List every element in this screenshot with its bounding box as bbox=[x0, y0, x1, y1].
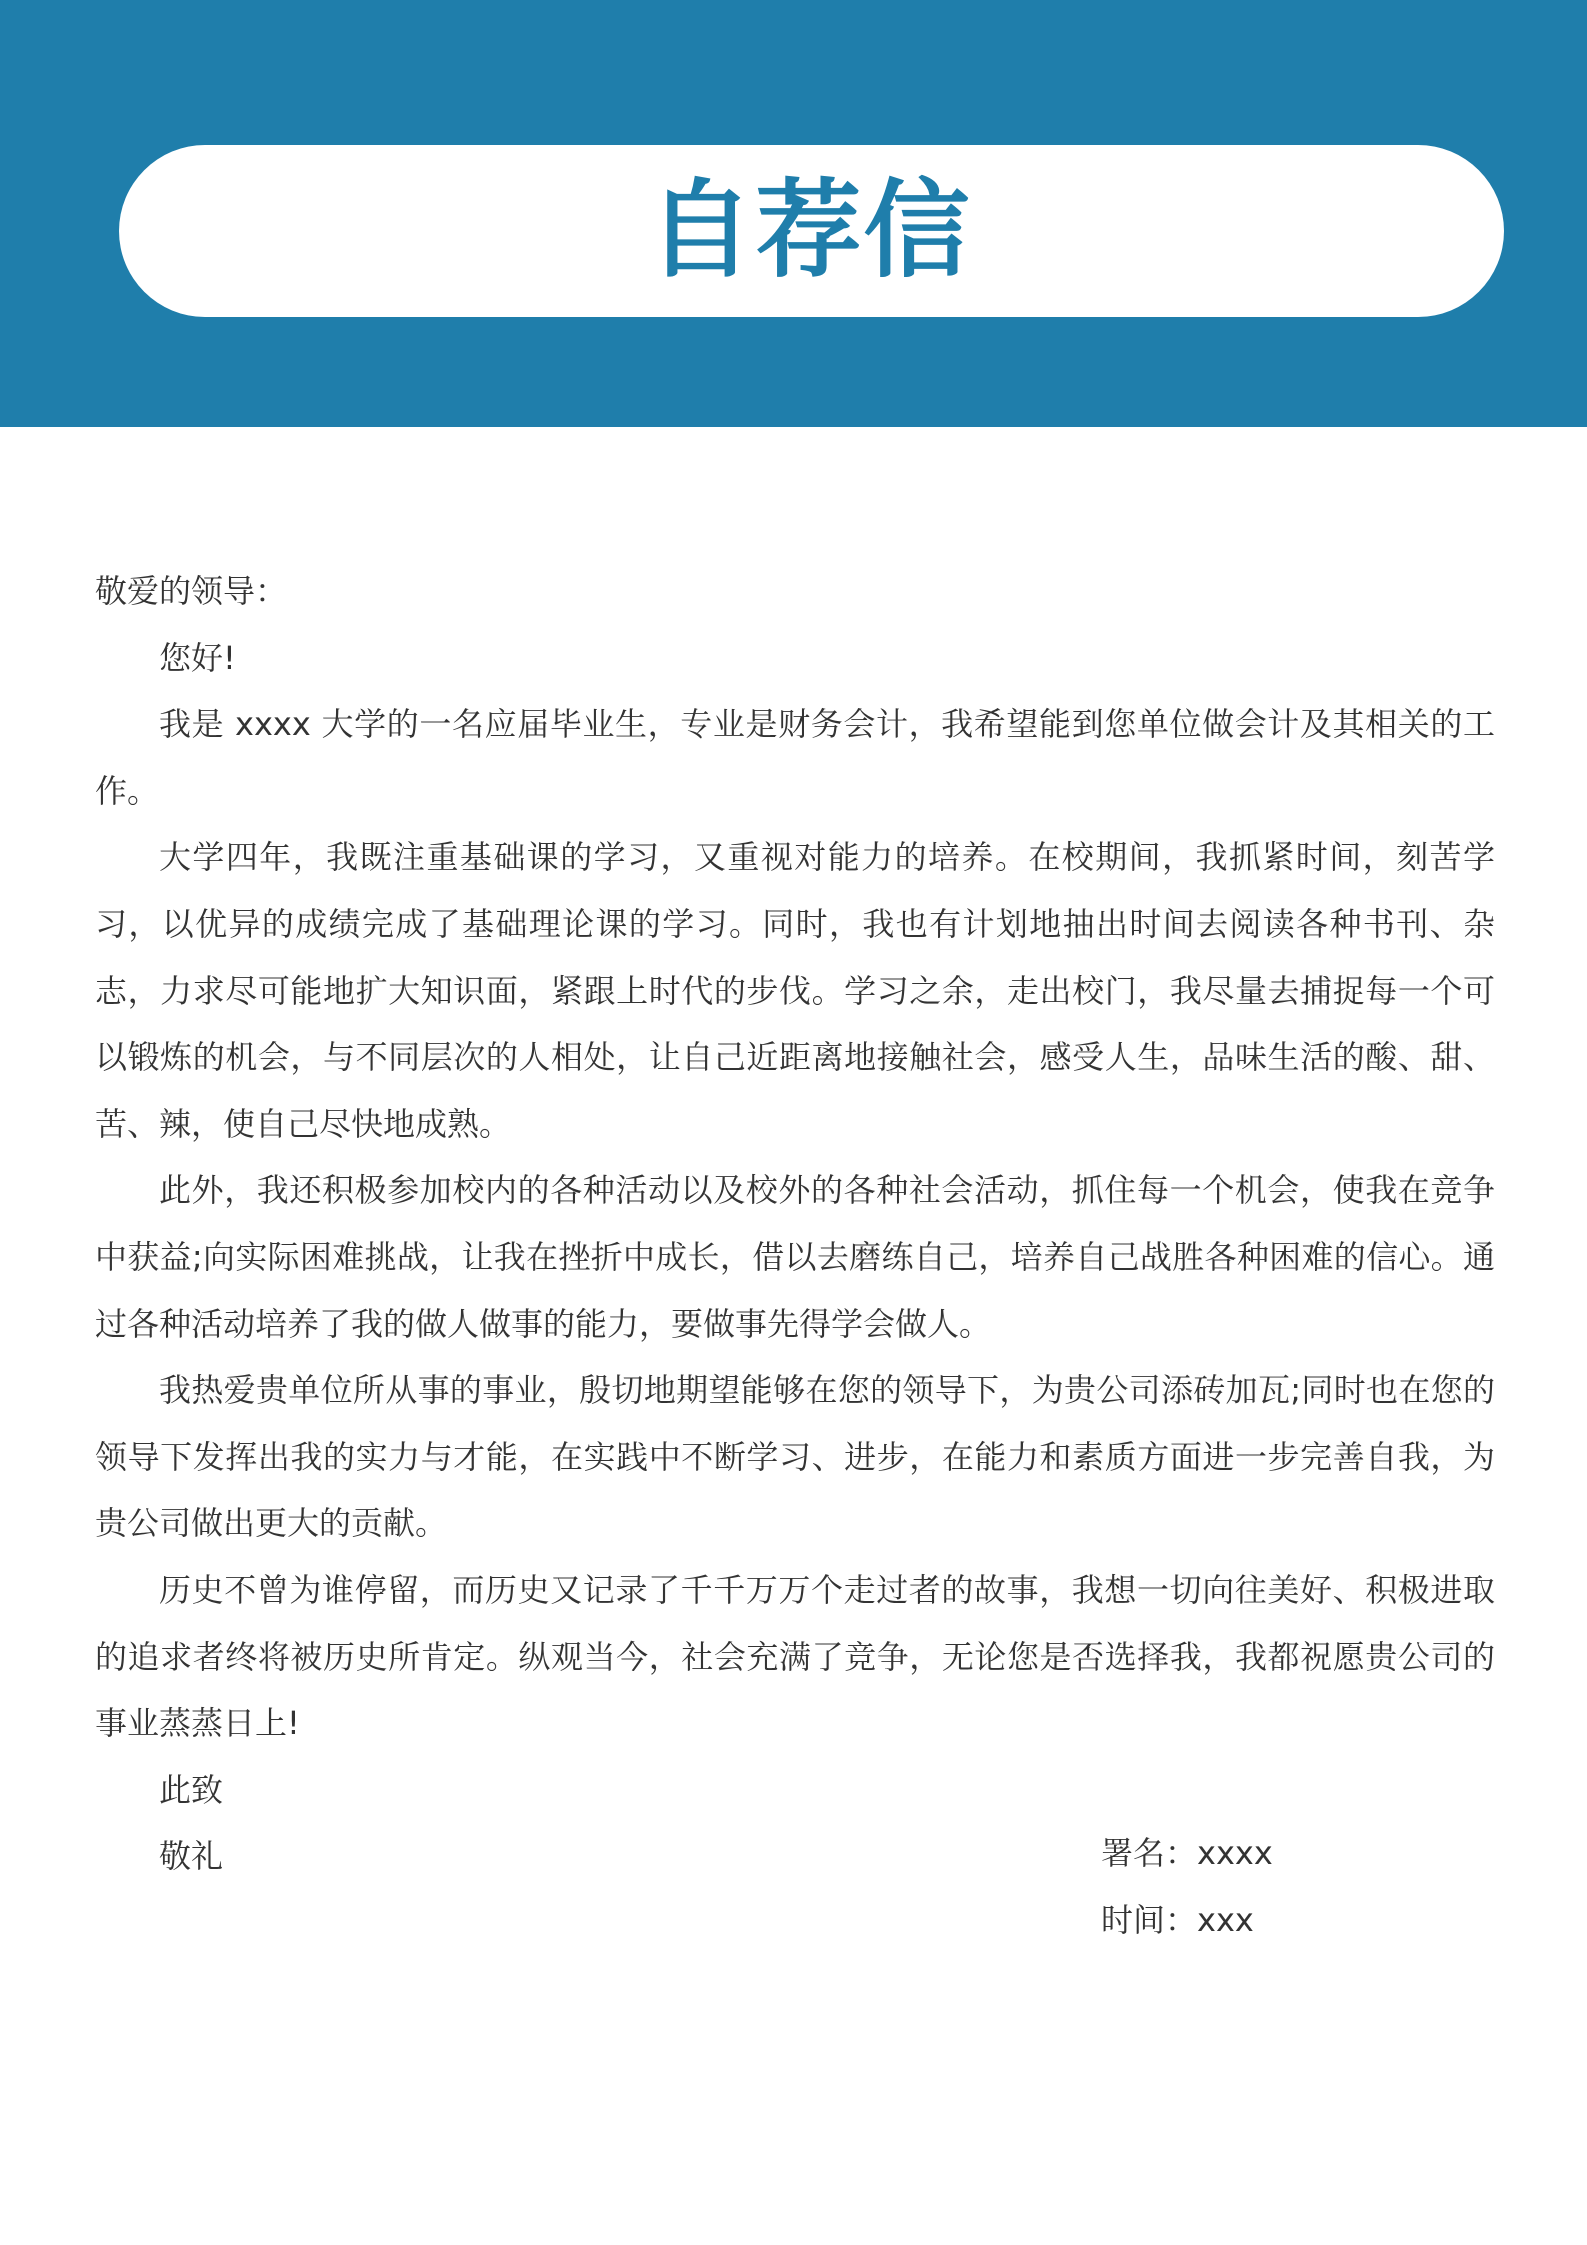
paragraph-aspiration: 我热爱贵单位所从事的事业，殷切地期望能够在您的领导下，为贵公司添砖加瓦;同时也在您的领导下发挥出我的实力与才能，在实践中不断学习、进步，在能力和素质方面进一步完善自我，为贵公司做出更大的贡献。 bbox=[95, 1371, 1495, 1543]
paragraph-activities: 此外，我还积极参加校内的各种活动以及校外的各种社会活动，抓住每一个机会，使我在竞争中获益;向实际困难挑战，让我在挫折中成长，借以去磨练自己，培养自己战胜各种困难的信心。通过各种活动培养了我的做人做事的能力，要做事先得学会做人。 bbox=[95, 1171, 1495, 1343]
signature-block bbox=[1101, 1820, 1501, 1953]
salutation: 敬爱的领导： bbox=[95, 572, 288, 610]
paragraph-intro: 我是 xxxx 大学的一名应届毕业生，专业是财务会计，我希望能到您单位做会计及其相关的工作。 bbox=[95, 705, 1495, 810]
header-band bbox=[0, 0, 1587, 427]
page-title: 自荐信 bbox=[647, 169, 972, 292]
closing-zhizhi: 此致 bbox=[159, 1770, 224, 1809]
greeting: 您好! bbox=[159, 638, 236, 677]
paragraph-closing-thoughts: 历史不曾为谁停留，而历史又记录了千千万万个走过者的故事，我想一切向往美好、积极进取的追求者终将被历史所肯定。纵观当今，社会充满了竞争，无论您是否选择我，我都祝愿贵公司的事业蒸蒸日上! bbox=[95, 1570, 1495, 1743]
title-banner bbox=[119, 145, 1504, 317]
letter-body bbox=[95, 558, 1495, 1890]
signature-name: 署名：xxxx bbox=[1101, 1834, 1273, 1872]
paragraph-study: 大学四年，我既注重基础课的学习，又重视对能力的培养。在校期间，我抓紧时间，刻苦学习，以优异的成绩完成了基础理论课的学习。同时，我也有计划地抽出时间去阅读各种书刊、杂志，力求尽可能地扩大知识面，紧跟上时代的步伐。学习之余，走出校门，我尽量去捕捉每一个可以锻炼的机会，与不同层次的人相处，让自己近距离地接触社会，感受人生，品味生活的酸、甜、苦、辣，使自己尽快地成熟。 bbox=[95, 838, 1495, 1143]
signature-date: 时间：xxx bbox=[1101, 1900, 1254, 1939]
closing-jingli: 敬礼 bbox=[159, 1837, 224, 1876]
